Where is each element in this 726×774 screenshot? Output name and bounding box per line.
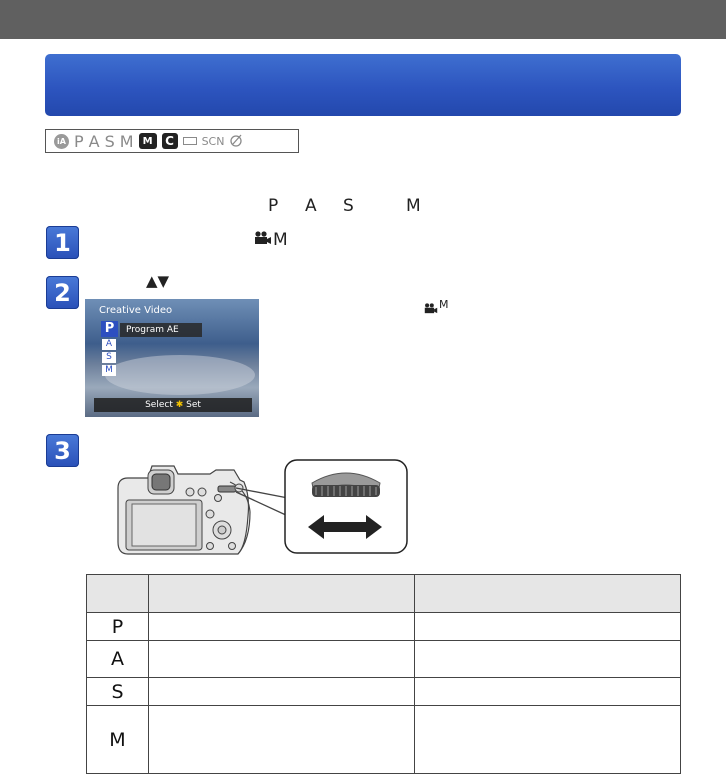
title-banner bbox=[45, 54, 681, 116]
row-cell bbox=[415, 613, 681, 641]
row-cell bbox=[415, 678, 681, 706]
mode-s: S bbox=[104, 131, 115, 151]
row-cell bbox=[149, 678, 415, 706]
table-header-row bbox=[87, 575, 681, 613]
header-cell bbox=[415, 575, 681, 613]
intro-mode-s: S bbox=[343, 196, 354, 216]
lcd-option-m: M bbox=[102, 365, 116, 376]
row-mode: S bbox=[87, 678, 149, 706]
row-cell bbox=[149, 641, 415, 678]
mode-a: A bbox=[88, 131, 100, 151]
step2-mode-label: M bbox=[439, 298, 449, 311]
mode-settings-table bbox=[86, 574, 681, 774]
header-cell bbox=[87, 575, 149, 613]
row-mode: M bbox=[87, 706, 149, 774]
table-row bbox=[87, 613, 681, 641]
panorama-icon bbox=[183, 137, 197, 145]
lcd-option-s: S bbox=[102, 352, 116, 363]
table-row bbox=[87, 706, 681, 774]
intro-mode-a: A bbox=[305, 196, 317, 216]
table-row bbox=[87, 641, 681, 678]
step-badge-3: 3 bbox=[46, 434, 79, 467]
row-cell bbox=[149, 613, 415, 641]
row-cell bbox=[415, 641, 681, 678]
lcd-selected-mode: P bbox=[101, 321, 118, 337]
mode-strip bbox=[45, 129, 299, 153]
sun-icon: ✱ bbox=[175, 400, 184, 410]
up-down-arrows: ▲▼ bbox=[146, 272, 170, 290]
control-dial-callout bbox=[284, 459, 408, 554]
custom-mode-icon: C bbox=[162, 133, 178, 149]
step-badge-1: 1 bbox=[46, 226, 79, 259]
scene-mode-icon: SCN bbox=[201, 134, 225, 148]
movie-camera-icon bbox=[254, 230, 272, 250]
creative-video-mode-icon: M bbox=[139, 133, 157, 149]
mode-m: M bbox=[119, 131, 134, 151]
intro-mode-m: M bbox=[406, 196, 421, 216]
row-cell bbox=[149, 706, 415, 774]
lcd-select-label: Select bbox=[145, 400, 173, 410]
row-mode: A bbox=[87, 641, 149, 678]
lcd-screen bbox=[85, 299, 259, 417]
header-cell bbox=[149, 575, 415, 613]
table-row bbox=[87, 678, 681, 706]
mode-p: P bbox=[74, 131, 84, 151]
step2-movie-camera-icon bbox=[424, 299, 438, 319]
lcd-set-label: Set bbox=[186, 400, 201, 410]
intelligent-auto-icon: iA bbox=[54, 134, 69, 149]
row-cell bbox=[415, 706, 681, 774]
intro-mode-p: P bbox=[268, 196, 279, 216]
top-bar bbox=[0, 0, 726, 39]
step-badge-2: 2 bbox=[46, 276, 79, 309]
lcd-option-a: A bbox=[102, 339, 116, 350]
row-mode: P bbox=[87, 613, 149, 641]
lcd-title: Creative Video bbox=[99, 305, 173, 316]
lcd-bottom-bar bbox=[94, 398, 252, 412]
step1-mode-label: M bbox=[273, 230, 288, 250]
creative-control-icon bbox=[229, 132, 243, 151]
lcd-selected-label: Program AE bbox=[120, 323, 202, 337]
